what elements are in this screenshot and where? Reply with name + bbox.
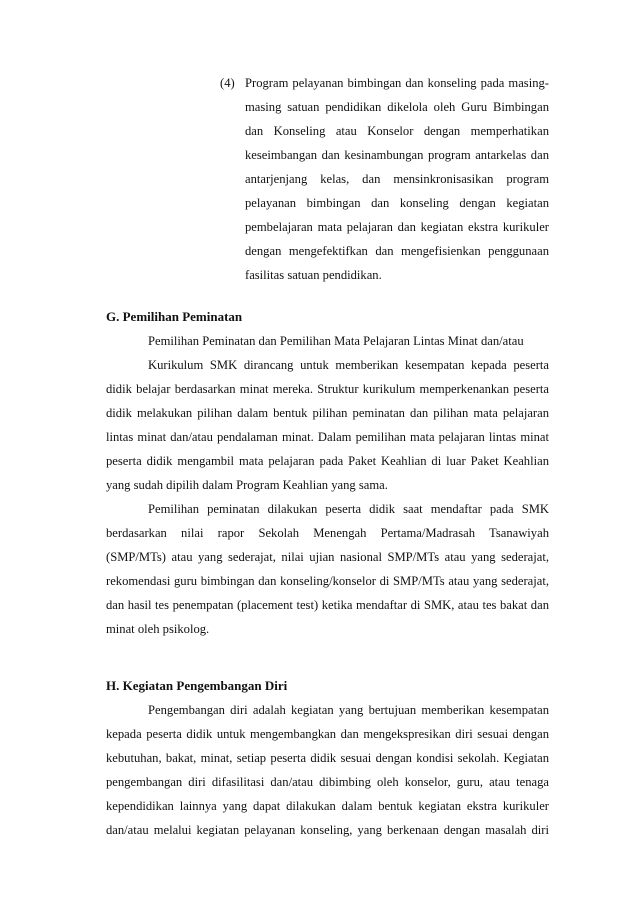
paragraph-line: yang sudah dipilih dalam Program Keahlian yang sama. [106,478,388,492]
paragraph-line: dan/atau melalui kegiatan pelayanan konseling, yang berkenaan dengan masalah diri [106,823,549,837]
list-item-line: dan Konseling atau Konselor dengan memperhatikan [245,124,549,138]
paragraph-line: berdasarkan nilai rapor Sekolah Menengah Pertama/Madrasah Tsanawiyah [106,526,549,540]
paragraph-line: minat oleh psikolog. [106,622,210,636]
list-item-line: dengan mengefektifkan dan mengefisienkan penggunaan [245,244,549,258]
list-item-number: (4) [220,76,235,90]
paragraph-line: dan hasil tes penempatan (placement test) ketika mendaftar di SMK, atau tes bakat dan [106,598,549,612]
paragraph-line: Pemilihan peminatan dilakukan peserta didik saat mendaftar pada SMK [148,502,549,516]
paragraph-line: Kurikulum SMK dirancang untuk memberikan kesempatan kepada peserta [148,358,549,372]
paragraph-line: didik melakukan pilihan dalam bentuk pilihan peminatan dan pilihan mata pelajaran [106,406,549,420]
section-heading-g: G. Pemilihan Peminatan [106,309,243,324]
paragraph-line: Pengembangan diri adalah kegiatan yang bertujuan memberikan kesempatan [148,703,549,717]
list-item-line: antarjenjang kelas, dan mensinkronisasikan program [245,172,549,186]
list-item-line: Program pelayanan bimbingan dan konseling pada masing- [245,76,549,90]
paragraph-line: kepada peserta didik untuk mengembangkan dan mengekspresikan diri sesuai dengan [106,727,549,741]
section-subtitle: Pemilihan Peminatan dan Pemilihan Mata Pelajaran Lintas Minat dan/atau [148,334,524,348]
paragraph-line: lintas minat dan/atau pendalaman minat. Dalam pemilihan mata pelajaran lintas minat [106,430,549,444]
paragraph-line: kebutuhan, bakat, minat, setiap peserta didik sesuai dengan kondisi sekolah. Kegiatan [106,751,549,765]
section-heading-h: H. Kegiatan Pengembangan Diri [106,678,288,693]
list-item-line: pelayanan bimbingan dan konseling dengan kegiatan [245,196,549,210]
paragraph-line: rekomendasi guru bimbingan dan konseling/konselor di SMP/MTs atau yang sederajat, [106,574,549,588]
paragraph-line: kependidikan lainnya yang dapat dilakukan dalam bentuk kegiatan ekstra kurikuler [106,799,549,813]
paragraph-line: (SMP/MTs) atau yang sederajat, nilai ujian nasional SMP/MTs atau yang sederajat, [106,550,549,564]
list-item-line: keseimbangan dan kesinambungan program antarkelas dan [245,148,549,162]
paragraph-line: peserta didik mengambil mata pelajaran pada Paket Keahlian di luar Paket Keahlian [106,454,549,468]
paragraph-line: didik belajar berdasarkan minat mereka. Struktur kurikulum memperkenankan peserta [106,382,549,396]
list-item-line: fasilitas satuan pendidikan. [245,268,382,282]
list-item-line: masing satuan pendidikan dikelola oleh Guru Bimbingan [245,100,549,114]
list-item-line: pembelajaran mata pelajaran dan kegiatan ekstra kurikuler [245,220,549,234]
paragraph-line: pengembangan diri difasilitasi dan/atau dibimbing oleh konselor, guru, atau tenaga [106,775,549,789]
